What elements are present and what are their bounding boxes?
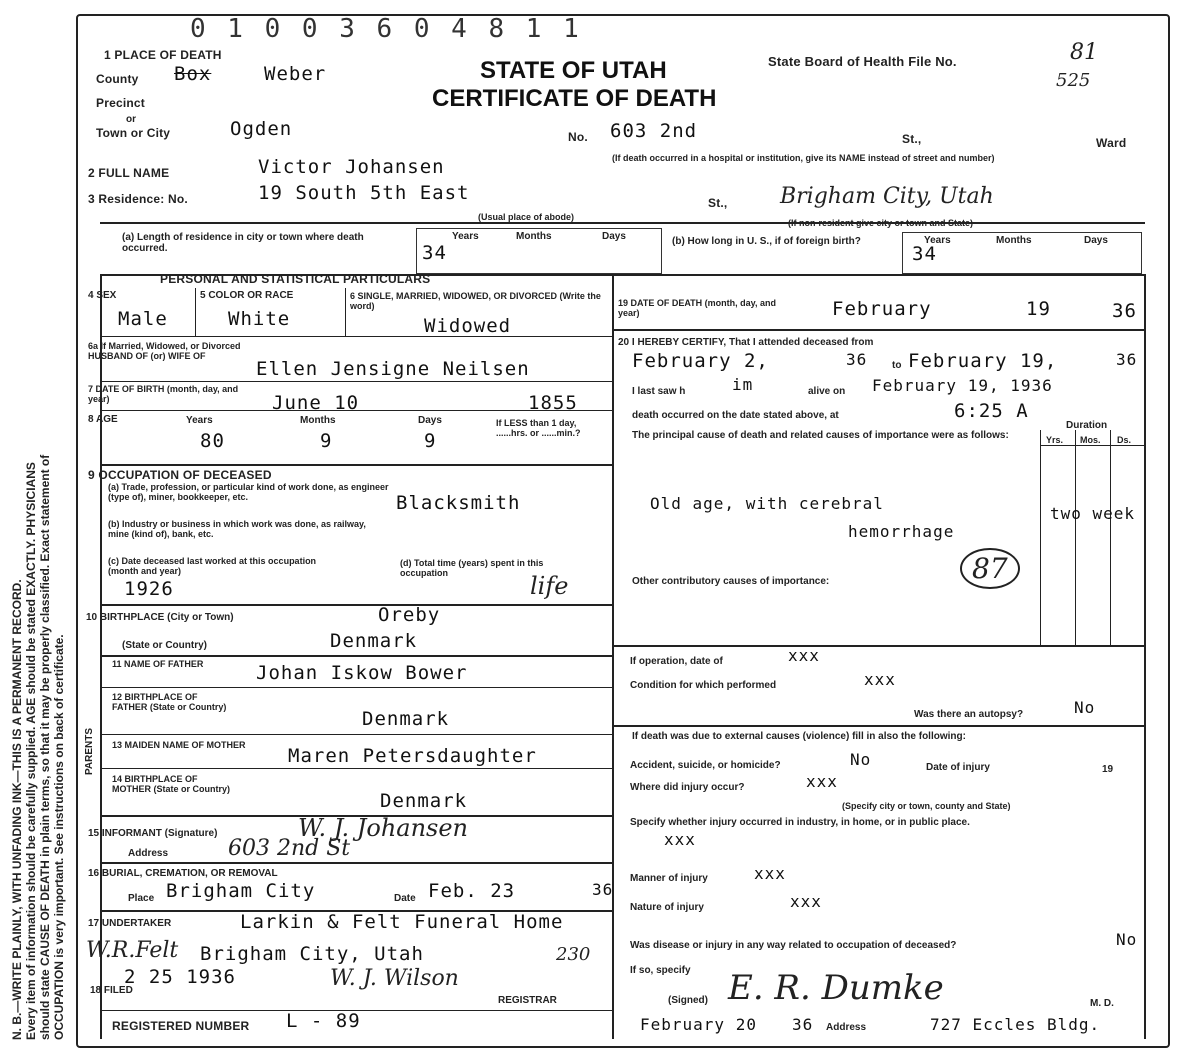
occupation-a-label: (a) Trade, profession, or particular kind of work done, as engineer (type of), miner, bookkeeper, etc. [108, 482, 389, 502]
injury-year: 19 [1102, 764, 1114, 775]
or-label: or [126, 114, 136, 125]
full-name-value: Victor Johansen [258, 156, 445, 178]
duration-box-m2 [1110, 430, 1111, 645]
dod-day: 19 [1026, 298, 1051, 320]
certificate-title: CERTIFICATE OF DEATH [432, 85, 717, 112]
personal-heading: PERSONAL AND STATISTICAL PARTICULARS [160, 272, 431, 286]
side-note-4: OCCUPATION is very important. See instructions on back of certificate. [52, 634, 66, 1040]
sex-label: 4 SEX [88, 290, 117, 301]
mother-value: Maren Petersdaughter [288, 745, 537, 767]
divider-autopsy [612, 725, 1144, 727]
duration-label: Duration [1066, 420, 1108, 431]
last-saw-value: February 19, 1936 [872, 376, 1053, 395]
res-years-value: 34 [422, 242, 447, 264]
spouse-label: 6a If Married, Widowed, or Divorced HUSBAND OF (or) WIFE OF [88, 341, 241, 361]
duration-box-h [1040, 445, 1145, 446]
us-label: (b) How long in U. S., if of foreign birth? [672, 236, 861, 247]
birthplace-state-label: (State or Country) [122, 640, 207, 651]
undertaker-number: 230 [556, 944, 591, 965]
parents-label: PARENTS [84, 727, 95, 775]
residence-city: Brigham City, Utah [780, 184, 994, 209]
dod-label: 19 DATE OF DEATH (month, day, and year) [618, 298, 777, 318]
burial-place-value: Brigham City [166, 880, 316, 902]
state-title: STATE OF UTAH [480, 57, 667, 84]
contrib-label: Other contributory causes of importance: [632, 576, 830, 587]
cause-code: 87 [960, 548, 1020, 589]
birthplace-label: 10 BIRTHPLACE (City or Town) [86, 612, 234, 623]
filed-value: 2 25 1936 [124, 966, 236, 988]
divider-age [100, 464, 612, 466]
divider-sex-v [195, 288, 196, 336]
divider-center [612, 274, 614, 1039]
town-label: Town or City [96, 126, 171, 140]
res-years-label: Years [452, 231, 479, 242]
hospital-note: (If death occurred in a hospital or institution, give its NAME instead of street and number) [612, 153, 995, 163]
age-months-label: Months [300, 415, 336, 426]
alive-label: alive on [808, 386, 846, 397]
where-label: Where did injury occur? [630, 782, 745, 793]
md-label: M. D. [1090, 998, 1114, 1009]
operation-value: xxx [788, 646, 820, 665]
divider-right [1144, 274, 1146, 1039]
divider-birthplace [100, 655, 612, 657]
father-bp-label: 12 BIRTHPLACE OF FATHER (State or Country) [112, 692, 227, 712]
stamp-number: 0 1 0 0 3 6 0 4 8 1 1 [190, 14, 582, 44]
physician-address-label: Address [826, 1022, 867, 1033]
accident-label: Accident, suicide, or homicide? [630, 760, 781, 771]
dob-label: 7 DATE OF BIRTH (month, day, and year) [88, 384, 239, 404]
occupation-label: 9 OCCUPATION OF DECEASED [88, 468, 272, 482]
age-years-value: 80 [200, 430, 225, 452]
residence-value: 19 South 5th East [258, 182, 470, 204]
dod-year: 36 [1112, 300, 1137, 322]
file-number-2: 525 [1056, 70, 1091, 91]
spouse-value: Ellen Jensigne Neilsen [256, 358, 530, 380]
us-years-label: Years [924, 235, 951, 246]
side-note-2: Every item of information should be carefully supplied. AGE should be stated EXACTLY. PHYSICIANS [24, 462, 38, 1040]
burial-date-label: Date [394, 893, 416, 904]
informant-address-label: Address [128, 848, 169, 859]
operation-label: If operation, date of [630, 656, 723, 667]
attended-from-year: 36 [846, 350, 868, 369]
divider-cause [612, 645, 1144, 647]
divider-fatherbp [100, 734, 612, 735]
attended-to: February 19, [908, 350, 1058, 372]
accident-value: No [850, 750, 872, 769]
attended-to-year: 36 [1116, 350, 1138, 369]
him-value: im [732, 375, 754, 394]
duration-value: two week [1050, 504, 1136, 523]
cause-1: Old age, with cerebral [650, 494, 884, 513]
residence-st: St., [708, 196, 728, 210]
condition-value: xxx [864, 670, 896, 689]
county-struck: Box [174, 63, 212, 85]
place-label: 1 PLACE OF DEATH [104, 48, 222, 62]
specify-value: xxx [664, 830, 696, 849]
file-label: State Board of Health File No. [768, 54, 957, 69]
marital-label: 6 SINGLE, MARRIED, WIDOWED, OR DIVORCED (Write the word) [350, 291, 601, 311]
filed-label: 18 FILED [90, 985, 133, 996]
informant-label: 15 INFORMANT (Signature) [88, 828, 218, 839]
specify-label: Specify whether injury occurred in industry, in home, or in public place. [630, 817, 970, 828]
duration-box-m1 [1075, 430, 1076, 645]
color-label: 5 COLOR OR RACE [200, 290, 294, 301]
reg-number-value: L - 89 [286, 1010, 361, 1032]
nonres-note: (If non-resident give city or town and State) [788, 218, 974, 228]
ward-label: Ward [1096, 136, 1127, 150]
last-worked-value: 1926 [124, 578, 174, 600]
street-no-value: 603 2nd [610, 120, 698, 142]
county-value: Weber [264, 63, 327, 85]
usual-abode: (Usual place of abode) [478, 212, 575, 222]
undertaker-signature: W.R.Felt [86, 938, 179, 963]
ds-label: Ds. [1117, 435, 1132, 445]
occupation-value: Blacksmith [396, 492, 521, 514]
external-label: If death was due to external causes (violence) fill in also the following: [632, 731, 966, 742]
dob-value: June 10 [272, 392, 360, 414]
principal-label: The principal cause of death and related causes of importance were as follows: [632, 430, 1009, 441]
age-months-value: 9 [320, 430, 333, 452]
duration-box-l [1040, 430, 1041, 645]
reg-number-label: REGISTERED NUMBER [112, 1019, 250, 1033]
occupation-b-label: (b) Industry or business in which work was done, as railway, mine (kind of), bank, etc. [108, 519, 366, 539]
st-label: St., [902, 132, 922, 146]
color-value: White [228, 308, 291, 330]
autopsy-value: No [1074, 698, 1096, 717]
us-days-label: Days [1084, 235, 1108, 246]
nature-label: Nature of injury [630, 902, 704, 913]
burial-place-label: Place [128, 893, 155, 904]
condition-label: Condition for which performed [630, 680, 777, 691]
town-value: Ogden [230, 118, 293, 140]
age-days-value: 9 [424, 430, 437, 452]
divider-sex [100, 336, 612, 337]
age-days-label: Days [418, 415, 442, 426]
burial-year-value: 36 [592, 880, 614, 899]
dob-year: 1855 [528, 392, 578, 414]
us-years-value: 34 [912, 243, 937, 265]
full-name-label: 2 FULL NAME [88, 166, 170, 180]
manner-label: Manner of injury [630, 873, 708, 884]
birthplace-city: Oreby [378, 604, 441, 626]
side-note-3: should state CAUSE OF DEATH in plain terms, so that it may be properly classified. Exact statement of [38, 454, 52, 1040]
age-label: 8 AGE [88, 414, 118, 425]
res-months-label: Months [516, 231, 552, 242]
burial-label: 16 BURIAL, CREMATION, OR REMOVAL [88, 868, 278, 879]
divider-parents-v [100, 655, 101, 815]
autopsy-label: Was there an autopsy? [914, 709, 1024, 720]
certify-label: 20 I HEREBY CERTIFY, That I attended deceased from [618, 337, 874, 348]
specify-city-label: (Specify city or town, county and State) [842, 801, 1011, 811]
mother-bp-value: Denmark [380, 790, 468, 812]
marital-value: Widowed [424, 315, 512, 337]
us-months-label: Months [996, 235, 1032, 246]
related-value: No [1116, 930, 1138, 949]
occupation-d-label: (d) Total time (years) spent in this occupation [400, 558, 544, 578]
undertaker-city: Brigham City, Utah [200, 943, 424, 965]
precinct-label: Precinct [96, 96, 145, 110]
related-label: Was disease or injury in any way related to occupation of deceased? [630, 940, 957, 951]
father-bp-value: Denmark [362, 708, 450, 730]
signed-year: 36 [792, 1015, 814, 1034]
signed-date: February 20 [640, 1015, 757, 1034]
registrar-signature: W. J. Wilson [330, 966, 459, 991]
county-label: County [96, 72, 139, 86]
less-label: If LESS than 1 day, ......hrs. or ......min.? [496, 418, 581, 438]
divider-top [100, 222, 1145, 224]
last-saw-label: I last saw h [632, 386, 686, 397]
nature-value: xxx [790, 892, 822, 911]
dod-value: February [832, 298, 932, 320]
father-value: Johan Iskow Bower [256, 662, 468, 684]
divider-dod [612, 329, 1144, 331]
to-label: to [892, 360, 902, 371]
burial-date-value: Feb. 23 [428, 880, 516, 902]
occupation-c-label: (c) Date deceased last worked at this occupation (month and year) [108, 556, 317, 576]
mother-bp-label: 14 BIRTHPLACE OF MOTHER (State or Country) [112, 774, 230, 794]
birthplace-country: Denmark [330, 630, 418, 652]
informant-address: 603 2nd St [228, 836, 351, 861]
street-no-label: No. [568, 130, 588, 144]
manner-value: xxx [754, 864, 786, 883]
registrar-label: REGISTRAR [498, 995, 557, 1006]
attended-from: February 2, [632, 350, 769, 372]
divider-color-v [345, 288, 346, 336]
physician-address: 727 Eccles Bldg. [930, 1015, 1101, 1034]
informant-signature: W. J. Johansen [298, 814, 469, 842]
res-days-label: Days [602, 231, 626, 242]
mother-label: 13 MAIDEN NAME OF MOTHER [112, 740, 246, 750]
mos-label: Mos. [1080, 435, 1101, 445]
divider-father [100, 687, 612, 688]
total-time-value: life [530, 572, 569, 600]
divider-spouse [100, 381, 612, 382]
where-value: xxx [806, 772, 838, 791]
ifso-label: If so, specify [630, 965, 691, 976]
side-note-1: N. B.—WRITE PLAINLY, WITH UNFADING INK—THIS IS A PERMANENT RECORD. [10, 579, 24, 1040]
divider-occ [100, 604, 612, 606]
cause-2: hemorrhage [848, 522, 955, 541]
father-label: 11 NAME OF FATHER [112, 659, 204, 669]
file-number: 81 [1070, 40, 1098, 65]
physician-signature: E. R. Dumke [728, 968, 944, 1008]
time-value: 6:25 A [954, 400, 1029, 422]
length-label: (a) Length of residence in city or town where death occurred. [122, 232, 364, 254]
yrs-label: Yrs. [1046, 435, 1064, 445]
age-years-label: Years [186, 415, 213, 426]
divider-mother [100, 768, 612, 769]
undertaker-label: 17 UNDERTAKER [88, 918, 172, 929]
occurred-label: death occurred on the date stated above, at [632, 410, 839, 421]
divider-informant [100, 862, 612, 864]
undertaker-value: Larkin & Felt Funeral Home [240, 911, 564, 933]
injury-date-label: Date of injury [926, 762, 990, 773]
residence-label: 3 Residence: No. [88, 192, 188, 206]
signed-label: (Signed) [668, 995, 708, 1006]
sex-value: Male [118, 308, 168, 330]
